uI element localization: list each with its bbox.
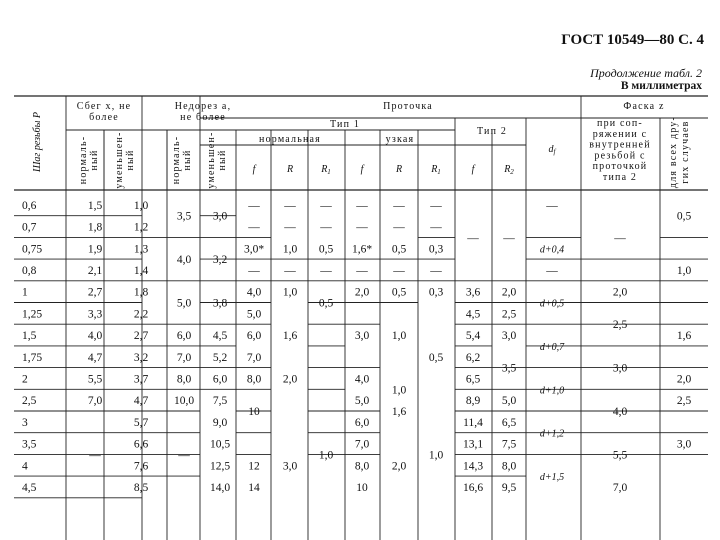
undercut-reduced-value: 6,0 (212, 373, 228, 386)
normal-R1-value: 1,0 (318, 449, 334, 462)
undercut-normal-value: 10,0 (173, 395, 195, 408)
narrow-R1-value: 0,5 (428, 351, 444, 364)
pitch-value: 1,25 (22, 308, 43, 321)
normal-R-value: 1,0 (282, 286, 298, 299)
runout-normal-value: 5,5 (87, 373, 103, 386)
pitch-value: 1,5 (22, 330, 37, 343)
undercut-reduced-value: 3,8 (212, 297, 228, 310)
runout-reduced-value: 1,8 (133, 286, 149, 299)
dash-value: — (284, 199, 296, 212)
runout-normal-value: 4,0 (87, 330, 103, 343)
subheader-type2: Тип 2 (476, 126, 508, 137)
narrow-f-value: 5,0 (354, 395, 370, 408)
column-header-chamfer: Фаска z (623, 101, 665, 112)
runout-normal-value: 2,1 (87, 264, 103, 277)
subheader-normal: нормальная (259, 134, 321, 145)
narrow-R1-value: 0,3 (428, 243, 444, 256)
narrow-R1-value: 1,0 (428, 449, 444, 462)
narrow-R-value: 0,5 (391, 243, 407, 256)
dash-value: — (356, 264, 368, 277)
narrow-R-value: 1,0 (391, 384, 407, 397)
subheader-runout-reduced: уменьшен- (114, 131, 125, 189)
column-header-pitch: Шаг резьбы P (32, 112, 43, 172)
subheader-R1: $R_1$ (431, 164, 441, 176)
type2-f-value: 3,6 (465, 286, 481, 299)
undercut-reduced-value: 3,0 (212, 210, 228, 223)
type2-f-value: 16,6 (462, 481, 484, 494)
runout-reduced-value: 7,6 (133, 460, 149, 473)
chamfer-mating-value: 2,5 (612, 319, 628, 332)
runout-reduced-value: 2,7 (133, 330, 149, 343)
normal-f-value: 14 (248, 481, 260, 494)
normal-f-value: 4,0 (246, 286, 262, 299)
df-value: d+0,4 (539, 244, 565, 256)
undercut-normal-value: 3,5 (176, 210, 192, 223)
runout-reduced-value: 2,2 (133, 308, 149, 321)
dash-value: — (430, 264, 442, 277)
runout-normal-value: — (89, 449, 101, 462)
dash-value: — (503, 232, 515, 245)
type2-f-value: 4,5 (465, 308, 481, 321)
type2-f-value: 13,1 (462, 438, 484, 451)
type2-f-value: 11,4 (463, 416, 483, 429)
runout-reduced-value: 6,6 (133, 438, 149, 451)
subheader-undercut-reduced: ный (217, 149, 228, 171)
df-value: d+0,7 (539, 341, 565, 353)
runout-normal-value: 4,7 (87, 351, 103, 364)
dash-value: — (546, 199, 558, 212)
subheader-chamfer-mating: проточкой (592, 161, 648, 173)
runout-reduced-value: 3,2 (133, 351, 149, 364)
runout-reduced-value: 3,7 (133, 373, 149, 386)
subheader-f: f (471, 164, 475, 175)
chamfer-all-value: 0,5 (676, 210, 692, 223)
runout-normal-value: 1,5 (87, 199, 103, 212)
undercut-reduced-value: 12,5 (209, 460, 231, 473)
units-label: В миллиметрах (620, 80, 702, 92)
column-header-runout: более (89, 112, 119, 123)
dash-value: — (320, 264, 332, 277)
type2-R2-value: 7,5 (501, 438, 517, 451)
runout-normal-value: 3,3 (87, 308, 103, 321)
chamfer-all-value: 3,0 (676, 438, 692, 451)
pitch-value: 0,6 (22, 199, 37, 212)
dash-value: — (284, 264, 296, 277)
runout-reduced-value: 1,0 (133, 199, 149, 212)
subheader-chamfer-mating: резьбой с (594, 150, 646, 162)
dash-value: — (356, 221, 368, 234)
pitch-value: 0,8 (22, 264, 37, 277)
narrow-f-value: 3,0 (354, 330, 370, 343)
pitch-value: 4,5 (22, 481, 37, 494)
type2-f-value: 8,9 (465, 395, 481, 408)
pitch-value: 3 (22, 416, 28, 429)
normal-R-value: 1,0 (282, 243, 298, 256)
narrow-f-value: 1,6* (351, 243, 373, 256)
subheader-f: f (360, 164, 364, 175)
pitch-value: 0,7 (22, 221, 37, 234)
df-value: d+0,5 (539, 298, 565, 310)
normal-R1-value: 0,5 (318, 297, 334, 310)
subheader-R: R (286, 164, 294, 175)
type2-R2-value: 8,0 (501, 460, 517, 473)
undercut-reduced-value: 5,2 (212, 351, 228, 364)
type2-R2-value: 3,0 (501, 330, 517, 343)
undercut-reduced-value: 10,5 (209, 438, 231, 451)
normal-f-value: 12 (248, 460, 260, 473)
normal-f-value: 5,0 (246, 308, 262, 321)
type2-f-value: 6,5 (465, 373, 481, 386)
narrow-f-value: 8,0 (354, 460, 370, 473)
undercut-reduced-value: 7,5 (212, 395, 228, 408)
dash-value: — (393, 264, 405, 277)
runout-reduced-value: 4,7 (133, 395, 149, 408)
column-header-undercut: Недорез a, (174, 101, 232, 112)
chamfer-all-value: 2,0 (676, 373, 692, 386)
narrow-R-value: 2,0 (391, 460, 407, 473)
type2-R2-value: 5,0 (501, 395, 517, 408)
column-header-groove: Проточка (383, 101, 433, 112)
dash-value: — (614, 232, 626, 245)
type2-R2-value: 3,5 (501, 362, 517, 375)
subheader-chamfer-mating: внутренней (589, 139, 651, 151)
dash-value: — (393, 199, 405, 212)
type2-f-value: 6,2 (465, 351, 481, 364)
pitch-value: 1 (22, 286, 28, 299)
narrow-f-value: 10 (356, 481, 368, 494)
normal-f-value: 6,0 (246, 330, 262, 343)
pitch-value: 0,75 (22, 243, 43, 256)
pitch-value: 4 (22, 460, 28, 473)
dash-value: — (320, 221, 332, 234)
dash-value: — (393, 221, 405, 234)
undercut-normal-value: 8,0 (176, 373, 192, 386)
type2-R2-value: 2,0 (501, 286, 517, 299)
type2-f-value: 5,4 (465, 330, 481, 343)
subheader-df: $d_f$ (548, 144, 556, 156)
subheader-R: R (395, 164, 403, 175)
undercut-normal-value: 4,0 (176, 254, 192, 267)
pitch-value: 1,75 (22, 351, 43, 364)
runout-reduced-value: 1,2 (133, 221, 149, 234)
subheader-undercut-reduced: уменьшен- (206, 131, 217, 189)
chamfer-mating-value: 2,0 (612, 286, 628, 299)
narrow-f-value: 7,0 (354, 438, 370, 451)
undercut-normal-value: — (178, 449, 190, 462)
subheader-chamfer-all: гих случаев (680, 120, 691, 184)
subheader-runout-normal: нормаль- (78, 135, 89, 185)
normal-f-value: 10 (248, 406, 260, 418)
chamfer-mating-value: 7,0 (612, 481, 628, 494)
runout-reduced-value: 8,5 (133, 481, 149, 494)
subheader-f: f (252, 164, 256, 175)
subheader-R2: $R_2$ (504, 164, 514, 176)
runout-normal-value: 1,9 (87, 243, 103, 256)
chamfer-mating-value: 3,0 (612, 362, 628, 375)
dash-value: — (320, 199, 332, 212)
dash-value: — (430, 199, 442, 212)
runout-reduced-value: 1,4 (133, 264, 149, 277)
subheader-narrow: узкая (385, 134, 415, 145)
type2-f-value: 14,3 (462, 460, 484, 473)
dash-value: — (284, 221, 296, 234)
subheader-runout-normal: ный (89, 149, 100, 171)
undercut-reduced-value: 14,0 (209, 481, 231, 494)
df-value: d+1,2 (539, 428, 565, 440)
type2-R2-value: 2,5 (501, 308, 517, 321)
runout-normal-value: 7,0 (87, 395, 103, 408)
normal-R-value: 2,0 (282, 373, 298, 386)
narrow-R-value: 0,5 (391, 286, 407, 299)
subheader-undercut-normal: нормаль- (171, 135, 182, 185)
subheader-chamfer-mating: ряжении с (592, 128, 648, 140)
pitch-value: 2,5 (22, 395, 37, 408)
chamfer-all-value: 1,0 (676, 264, 692, 277)
narrow-R-value: 1,6 (391, 406, 407, 418)
narrow-f-value: 4,0 (354, 373, 370, 386)
narrow-f-value: 6,0 (354, 416, 370, 429)
chamfer-mating-value: 5,5 (612, 449, 628, 462)
subheader-undercut-normal: ный (182, 149, 193, 171)
dash-value: — (467, 232, 479, 245)
type2-R2-value: 6,5 (501, 416, 517, 429)
df-value: d+1,5 (539, 472, 565, 484)
type2-R2-value: 9,5 (501, 481, 517, 494)
runout-normal-value: 1,8 (87, 221, 103, 234)
subheader-runout-reduced: ный (125, 149, 136, 171)
runout-normal-value: 2,7 (87, 286, 103, 299)
df-value: d+1,0 (539, 385, 565, 397)
subheader-R1: $R_1$ (321, 164, 331, 176)
runout-reduced-value: 5,7 (133, 416, 149, 429)
dash-value: — (248, 264, 260, 277)
table-continuation-label: Продолжение табл. 2 (590, 66, 702, 80)
normal-f-value: 8,0 (246, 373, 262, 386)
subheader-chamfer-mating: при соп- (597, 118, 643, 129)
undercut-normal-value: 5,0 (176, 297, 192, 310)
column-header-undercut: не более (180, 112, 226, 123)
column-header-runout: Сбег x, не (76, 101, 132, 112)
dash-value: — (430, 221, 442, 234)
undercut-normal-value: 7,0 (176, 351, 192, 364)
undercut-reduced-value: 4,5 (212, 330, 228, 343)
dash-value: — (248, 221, 260, 234)
pitch-value: 3,5 (22, 438, 37, 451)
dash-value: — (546, 264, 558, 277)
subheader-type1: Тип 1 (329, 119, 361, 130)
undercut-reduced-value: 9,0 (212, 416, 228, 429)
chamfer-all-value: 2,5 (676, 395, 692, 408)
subheader-chamfer-all: для всех дру- (668, 115, 679, 189)
document-code: ГОСТ 10549—80 С. 4 (561, 32, 704, 48)
undercut-normal-value: 6,0 (176, 330, 192, 343)
chamfer-mating-value: 4,0 (612, 406, 628, 418)
undercut-reduced-value: 3,2 (212, 254, 228, 267)
narrow-f-value: 2,0 (354, 286, 370, 299)
narrow-R-value: 1,0 (391, 330, 407, 343)
pitch-value: 2 (22, 373, 28, 386)
subheader-chamfer-mating: типа 2 (602, 172, 638, 183)
runout-reduced-value: 1,3 (133, 243, 149, 256)
normal-R1-value: 0,5 (318, 243, 334, 256)
normal-f-value: 7,0 (246, 351, 262, 364)
chamfer-all-value: 1,6 (676, 330, 692, 343)
dash-value: — (356, 199, 368, 212)
dash-value: — (248, 199, 260, 212)
narrow-R1-value: 0,3 (428, 286, 444, 299)
normal-R-value: 1,6 (282, 330, 298, 343)
normal-R-value: 3,0 (282, 460, 298, 473)
normal-f-value: 3,0* (243, 243, 265, 256)
